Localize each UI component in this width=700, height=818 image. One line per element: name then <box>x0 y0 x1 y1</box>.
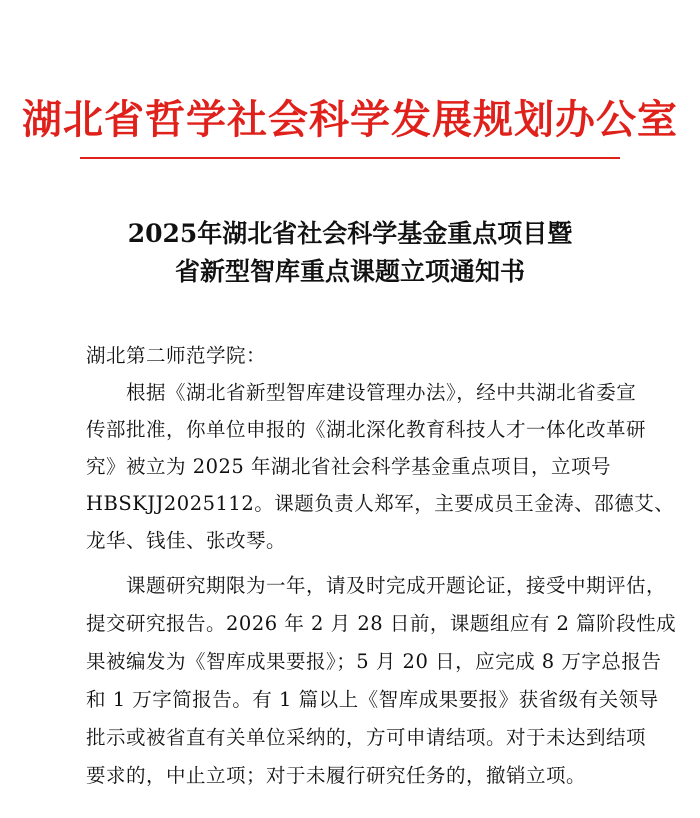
letterhead-divider <box>80 157 620 159</box>
text-line: 提交研究报告。2026 年 2 月 28 日前，课题组应有 2 篇阶段性成 <box>86 612 677 635</box>
text-line: 要求的，中止立项；对于未履行研究任务的，撤销立项。 <box>86 764 587 787</box>
text-line: 传部批准，你单位申报的《湖北深化教育科技人才一体化改革研 <box>86 418 647 441</box>
document-title-line-1: 2025年湖北省社会科学基金重点项目暨 <box>127 219 573 248</box>
text-line: 和 1 万字简报告。有 1 篇以上《智库成果要报》获省级有关领导 <box>86 688 659 711</box>
letterhead-organization: 湖北省哲学社会科学发展规划办公室 <box>22 97 678 143</box>
addressee: 湖北第二师范学院： <box>86 344 267 367</box>
text-line: 批示或被省直有关单位采纳的，方可申请结项。对于未达到结项 <box>86 726 647 749</box>
text-line: HBSKJJ2025112。课题负责人郑军，主要成员王金涛、邵德艾、 <box>86 492 675 515</box>
text-line: 根据《湖北省新型智库建设管理办法》，经中共湖北省委宣 <box>86 381 637 404</box>
text-line: 龙华、钱佳、张改琴。 <box>86 529 287 552</box>
text-line: 果被编发为《智库成果要报》；5 月 20 日，应完成 8 万字总报告 <box>86 650 662 673</box>
document-title-line-2: 省新型智库重点课题立项通知书 <box>174 257 525 286</box>
text-line: 究》被立为 2025 年湖北省社会科学基金重点项目，立项号 <box>86 455 612 478</box>
text-line: 课题研究期限为一年，请及时完成开题论证，接受中期评估， <box>86 574 667 597</box>
